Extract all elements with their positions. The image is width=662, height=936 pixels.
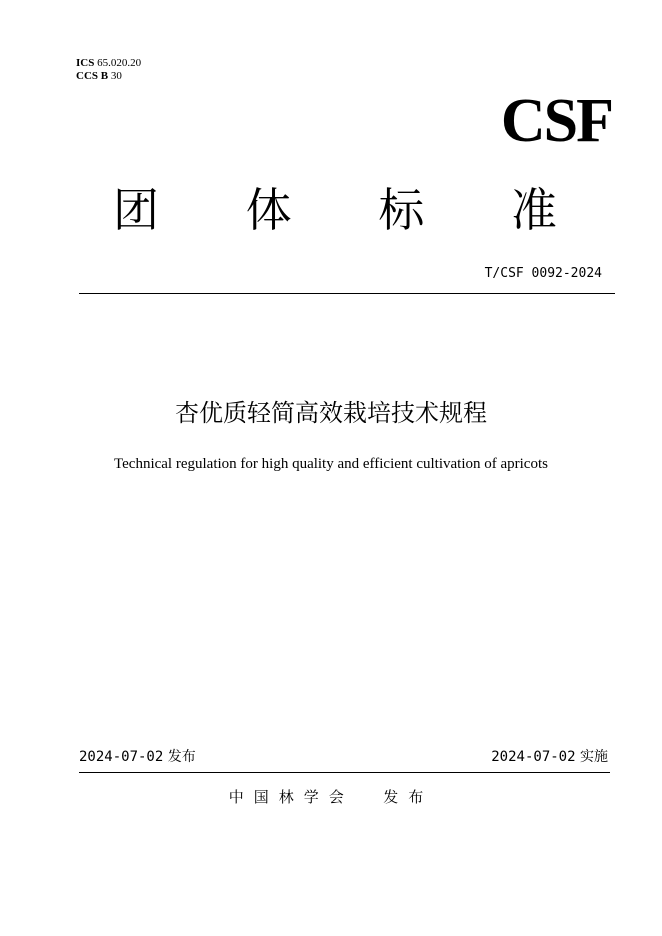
ics-code <box>76 57 141 70</box>
effective-date-label: 实施 <box>580 749 608 765</box>
standard-type-heading <box>90 180 580 240</box>
ccs-value: 30 <box>110 70 122 82</box>
publisher-action: 发布 <box>383 788 434 806</box>
release-date <box>79 747 196 767</box>
release-date-label: 发布 <box>167 749 196 765</box>
title-english: Technical regulation for high quality and efficient cultivation of apricots <box>114 456 548 472</box>
title-chinese: 杏优质轻简高效栽培技术规程 <box>175 399 487 427</box>
ccs-code <box>76 70 122 83</box>
footer-divider <box>79 772 610 773</box>
ics-label: ICS <box>76 57 95 69</box>
standard-number: T/CSF 0092-2024 <box>484 266 602 281</box>
effective-date <box>491 747 608 767</box>
csf-logo: CSF <box>500 87 612 155</box>
publisher <box>0 786 662 808</box>
standard-type-char: 准 <box>510 183 557 237</box>
standard-type-char: 体 <box>245 183 292 237</box>
publisher-org: 中国林学会 <box>228 788 354 806</box>
standard-type-char: 标 <box>378 183 425 237</box>
ics-value: 65.020.20 <box>97 57 142 69</box>
release-date-value: 2024-07-02 <box>79 749 164 765</box>
standard-type-char: 团 <box>113 183 159 237</box>
header-divider <box>79 293 615 294</box>
effective-date-value: 2024-07-02 <box>491 749 576 765</box>
ccs-label: CCS B <box>76 70 109 82</box>
